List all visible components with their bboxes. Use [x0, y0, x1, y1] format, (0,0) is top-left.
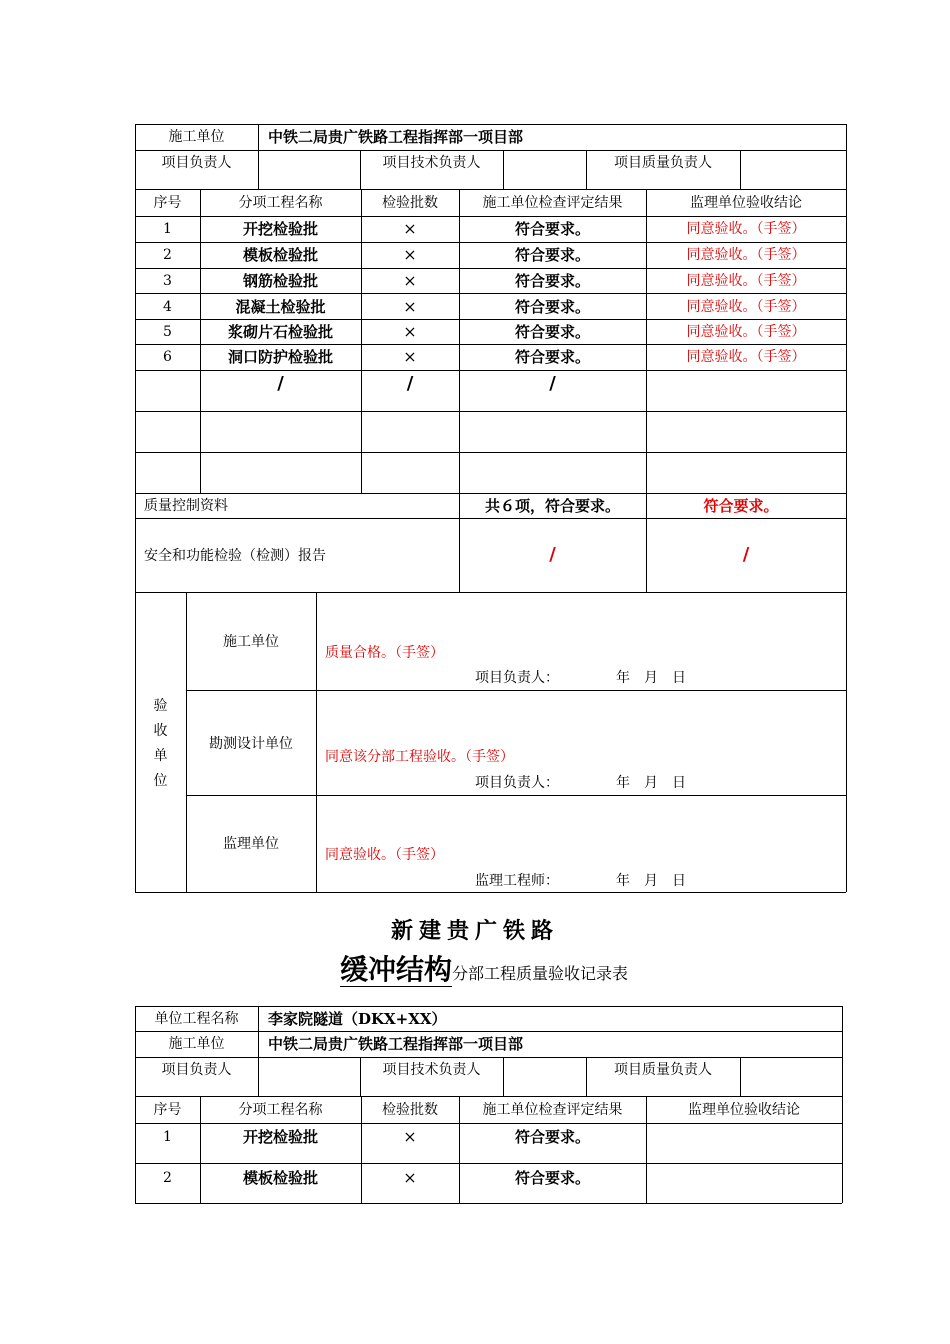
- row-no: 1: [163, 221, 172, 237]
- acceptance-char: 验: [153, 698, 168, 714]
- row-batch-count: ×: [403, 271, 417, 290]
- row-check-result: 符合要求。: [514, 1128, 590, 1146]
- header-check-result: 施工单位检查评定结果: [482, 195, 623, 211]
- row-item-name: 开挖检验批: [242, 1128, 318, 1146]
- row-item-name: 开挖检验批: [242, 220, 318, 238]
- project-lead-signature: 项目负责人：: [475, 670, 559, 686]
- header-supervision-conclusion: 监理单位验收结论: [688, 1102, 800, 1118]
- row-no: 4: [163, 299, 172, 315]
- row-supervision-conclusion: 同意验收。（手签）: [686, 324, 806, 340]
- header-batch-count: 检验批数: [382, 195, 438, 211]
- unit-project-label: 单位工程名称: [154, 1011, 239, 1027]
- construction-unit-label: 施工单位: [168, 129, 225, 145]
- header-item-name: 分项工程名称: [238, 195, 323, 211]
- row-item-name: 浆砌片石检验批: [227, 323, 333, 341]
- tech-lead-label: 项目技术负责人: [382, 1062, 481, 1078]
- row-supervision-conclusion: 同意验收。（手签）: [686, 299, 806, 315]
- project-lead-signature: 项目负责人：: [475, 775, 559, 791]
- row-no: 2: [163, 247, 172, 263]
- row-check-result: 符合要求。: [514, 323, 590, 341]
- row-item-name: 模板检验批: [242, 246, 318, 264]
- quality-lead-label: 项目质量负责人: [614, 1062, 712, 1078]
- row-no: 3: [163, 273, 172, 289]
- row-supervision-conclusion: 同意验收。（手签）: [686, 221, 806, 237]
- row-check-result: 符合要求。: [514, 272, 590, 290]
- design-unit-comment: 同意该分部工程验收。（手签）: [325, 749, 514, 765]
- row-batch-count: ×: [403, 1168, 417, 1187]
- empty-slash: /: [406, 373, 414, 394]
- row-no: 6: [163, 349, 172, 365]
- row-item-name: 钢筋检验批: [242, 272, 318, 290]
- header-batch-count: 检验批数: [382, 1102, 438, 1118]
- acceptance-char: 位: [153, 773, 168, 789]
- construction-unit-value: 中铁二局贵广铁路工程指挥部一项目部: [268, 1035, 524, 1053]
- row-item-name: 混凝土检验批: [235, 298, 326, 316]
- tech-lead-label: 项目技术负责人: [382, 155, 481, 171]
- row-check-result: 符合要求。: [514, 298, 590, 316]
- safety-report-conclusion: /: [742, 544, 750, 565]
- row-check-result: 符合要求。: [514, 246, 590, 264]
- row-batch-count: ×: [403, 347, 417, 366]
- header-check-result: 施工单位检查评定结果: [482, 1102, 623, 1118]
- row-supervision-conclusion: 同意验收。（手签）: [686, 247, 806, 263]
- row-item-name: 洞口防护检验批: [227, 348, 333, 366]
- signature-date: 年 月 日: [616, 670, 686, 686]
- subtitle-structure-name: 缓冲结构: [340, 953, 453, 986]
- qc-data-conclusion: 符合要求。: [703, 497, 779, 515]
- signature-date: 年 月 日: [616, 775, 686, 791]
- row-batch-count: ×: [403, 1127, 417, 1146]
- row-batch-count: ×: [403, 297, 417, 316]
- empty-slash: /: [277, 373, 284, 394]
- row-batch-count: ×: [403, 322, 417, 341]
- construction-unit-label: 施工单位: [168, 1036, 225, 1052]
- subtitle-record-name: 分部工程质量验收记录表: [452, 964, 629, 983]
- safety-report-label: 安全和功能检验（检测）报告: [144, 548, 326, 564]
- row-supervision-conclusion: 同意验收。（手签）: [686, 349, 806, 365]
- signature-date: 年 月 日: [616, 873, 686, 889]
- row-check-result: 符合要求。: [514, 348, 590, 366]
- quality-lead-label: 项目质量负责人: [614, 155, 712, 171]
- row-no: 5: [163, 324, 172, 340]
- engineer-signature: 监理工程师：: [475, 873, 559, 889]
- row-no: 1: [163, 1129, 172, 1145]
- project-lead-label: 项目负责人: [161, 1062, 232, 1078]
- supervision-unit-comment: 同意验收。（手签）: [325, 847, 444, 863]
- row-no: 2: [163, 1170, 172, 1186]
- construction-unit-comment: 质量合格。（手签）: [325, 645, 444, 661]
- row-item-name: 模板检验批: [242, 1169, 318, 1187]
- header-no: 序号: [153, 1102, 182, 1118]
- empty-slash: /: [549, 373, 556, 394]
- header-supervision-conclusion: 监理单位验收结论: [690, 195, 802, 211]
- design-unit-name: 勘测设计单位: [209, 736, 293, 752]
- construction-unit-name: 施工单位: [223, 634, 279, 650]
- qc-data-result: 共６项，符合要求。: [484, 497, 620, 515]
- qc-data-label: 质量控制资料: [144, 498, 228, 514]
- acceptance-char: 收: [153, 723, 168, 739]
- row-batch-count: ×: [403, 245, 417, 264]
- row-batch-count: ×: [403, 219, 417, 238]
- document-subtitle: [340, 952, 628, 992]
- unit-project-value: 李家院隧道（DKX+XX）: [268, 1010, 447, 1028]
- row-check-result: 符合要求。: [514, 220, 590, 238]
- header-item-name: 分项工程名称: [238, 1102, 323, 1118]
- header-no: 序号: [153, 195, 182, 211]
- document-title: 新建贵广铁路: [390, 918, 559, 944]
- acceptance-char: 单: [153, 748, 168, 764]
- supervision-unit-name: 监理单位: [223, 836, 279, 852]
- safety-report-result: /: [549, 544, 556, 565]
- construction-unit-value: 中铁二局贵广铁路工程指挥部一项目部: [268, 128, 524, 146]
- project-lead-label: 项目负责人: [161, 155, 232, 171]
- row-check-result: 符合要求。: [514, 1169, 590, 1187]
- row-supervision-conclusion: 同意验收。（手签）: [686, 273, 806, 289]
